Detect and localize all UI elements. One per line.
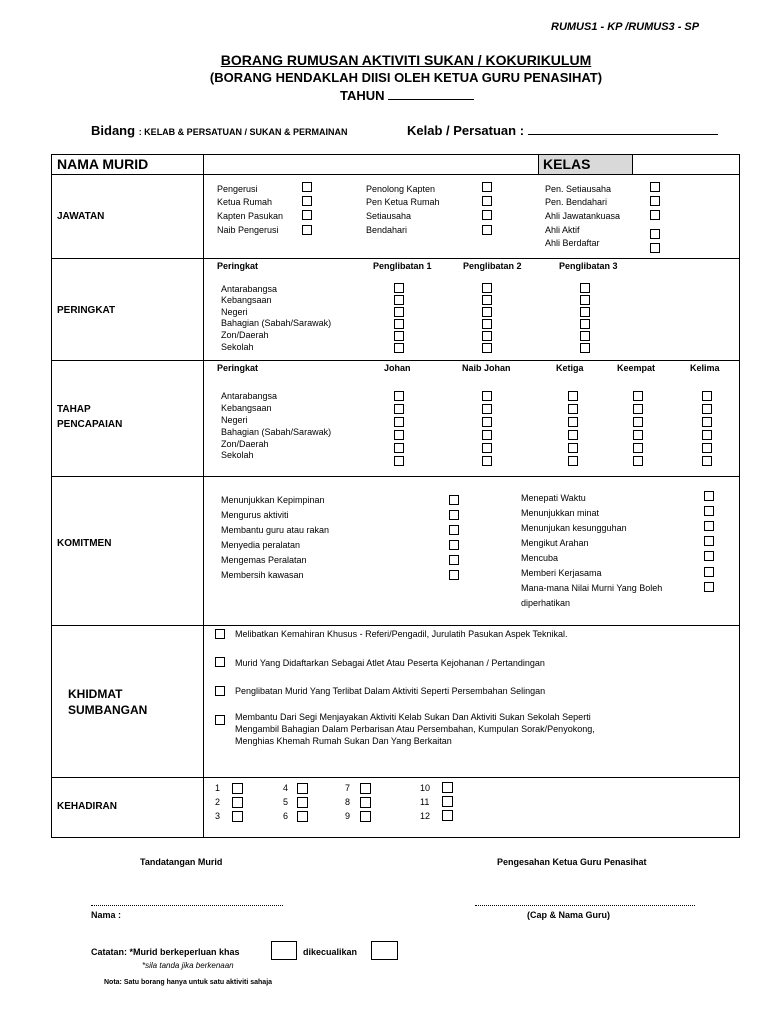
komitmen-item: diperhatikan <box>521 598 571 608</box>
table-divider <box>51 476 740 477</box>
cap-label: (Cap & Nama Guru) <box>527 910 611 920</box>
penglibatan-3-checkbox[interactable] <box>580 319 590 329</box>
khidmat-label-1: KHIDMAT <box>68 687 123 701</box>
penglibatan-1-checkbox[interactable] <box>394 295 404 305</box>
sila-note: *sila tanda jika berkenaan <box>142 961 234 970</box>
penglibatan-1-checkbox[interactable] <box>394 283 404 293</box>
attendance-number: 7 <box>345 783 351 793</box>
attendance-number: 6 <box>283 811 289 821</box>
komitmen-item: Mana-mana Nilai Murni Yang Boleh <box>521 583 663 593</box>
keempat-checkbox[interactable] <box>633 417 643 427</box>
table-border <box>739 154 740 838</box>
jawatan-option: Pen. Setiausaha <box>545 184 612 194</box>
komitmen-checkbox[interactable] <box>704 582 714 592</box>
jawatan-option: Naib Pengerusi <box>217 225 279 235</box>
penglibatan-3-checkbox[interactable] <box>580 307 590 317</box>
jawatan-option: Ketua Rumah <box>217 197 273 207</box>
penglibatan-2-checkbox[interactable] <box>482 343 492 353</box>
jawatan-checkbox[interactable] <box>650 243 660 253</box>
level-label: Bahagian (Sabah/Sarawak) <box>221 318 332 328</box>
penglibatan-2-checkbox[interactable] <box>482 331 492 341</box>
komitmen-checkbox[interactable] <box>704 536 714 546</box>
pencapaian-label-2: PENCAPAIAN <box>57 419 123 430</box>
komitmen-checkbox[interactable] <box>704 551 714 561</box>
komitmen-item: Mengikut Arahan <box>521 538 589 548</box>
keempat-checkbox[interactable] <box>633 391 643 401</box>
kelima-header: Kelima <box>690 363 720 373</box>
attendance-number: 10 <box>420 783 431 793</box>
student-signature-label: Tandatangan Murid <box>140 857 223 867</box>
komitmen-checkbox[interactable] <box>704 521 714 531</box>
komitmen-item: Membantu guru atau rakan <box>221 525 330 535</box>
attendance-number: 5 <box>283 797 289 807</box>
jawatan-checkbox[interactable] <box>482 196 492 206</box>
table-divider <box>51 258 740 259</box>
kelima-checkbox[interactable] <box>702 456 712 466</box>
attendance-checkbox[interactable] <box>442 796 453 807</box>
ketiga-header: Ketiga <box>556 363 584 373</box>
khidmat-item: Murid Yang Didaftarkan Sebagai Atlet Atau Peserta Kejohanan / Pertandingan <box>235 658 545 668</box>
komitmen-item: Menunjukkan Kepimpinan <box>221 495 325 505</box>
jawatan-checkbox[interactable] <box>302 210 312 220</box>
ketiga-checkbox[interactable] <box>568 404 578 414</box>
khidmat-checkbox[interactable] <box>215 715 225 725</box>
attendance-checkbox[interactable] <box>297 783 308 794</box>
teacher-approval-label: Pengesahan Ketua Guru Penasihat <box>497 857 647 867</box>
student-signature-line[interactable] <box>91 905 283 906</box>
komitmen-item: Menunjukkan minat <box>521 508 600 518</box>
jawatan-option: Kapten Pasukan <box>217 211 284 221</box>
jawatan-option: Ahli Jawatankuasa <box>545 211 621 221</box>
bidang-value: : KELAB & PERSATUAN / SUKAN & PERMAINAN <box>138 127 348 137</box>
teacher-signature-line[interactable] <box>475 905 695 906</box>
nama-murid-input[interactable] <box>205 156 537 173</box>
jawatan-checkbox[interactable] <box>650 196 660 206</box>
naib-johan-checkbox[interactable] <box>482 417 492 427</box>
peringkat-col-header: Peringkat <box>217 261 259 271</box>
level-label: Antarabangsa <box>221 284 278 294</box>
komitmen-checkbox[interactable] <box>704 567 714 577</box>
penglibatan-2-checkbox[interactable] <box>482 283 492 293</box>
kelima-checkbox[interactable] <box>702 430 712 440</box>
penglibatan-1-checkbox[interactable] <box>394 307 404 317</box>
level-label: Sekolah <box>221 450 254 460</box>
keempat-header: Keempat <box>617 363 656 373</box>
nama-label: Nama : <box>91 910 122 920</box>
attendance-number: 11 <box>420 797 430 807</box>
table-divider <box>632 154 633 175</box>
attendance-number: 9 <box>345 811 351 821</box>
jawatan-checkbox[interactable] <box>302 225 312 235</box>
dikecualikan-label: dikecualikan <box>303 947 358 957</box>
attendance-number: 8 <box>345 797 351 807</box>
jawatan-checkbox[interactable] <box>650 210 660 220</box>
jawatan-option: Pen. Bendahari <box>545 197 608 207</box>
level-label: Bahagian (Sabah/Sarawak) <box>221 427 332 437</box>
ketiga-checkbox[interactable] <box>568 391 578 401</box>
attendance-checkbox[interactable] <box>360 783 371 794</box>
pencapaian-col-header: Peringkat <box>217 363 259 373</box>
penglibatan-1-checkbox[interactable] <box>394 343 404 353</box>
komitmen-item: Membersih kawasan <box>221 570 304 580</box>
kelas-header: KELAS <box>543 156 591 172</box>
khidmat-label-2: SUMBANGAN <box>68 703 148 717</box>
khidmat-item: Membantu Dari Segi Menjayakan Aktiviti Kelab Sukan Dan Aktiviti Sukan Sekolah Seperti <box>235 712 591 722</box>
kelima-checkbox[interactable] <box>702 391 712 401</box>
year-label: TAHUN <box>340 88 385 103</box>
attendance-checkbox[interactable] <box>232 811 243 822</box>
table-divider <box>51 360 740 361</box>
kelima-checkbox[interactable] <box>702 443 712 453</box>
johan-checkbox[interactable] <box>394 391 404 401</box>
johan-checkbox[interactable] <box>394 404 404 414</box>
level-label: Antarabangsa <box>221 391 278 401</box>
khidmat-item: Melibatkan Kemahiran Khusus - Referi/Pengadil, Jurulatih Pasukan Aspek Teknikal. <box>235 629 568 639</box>
penglibatan-1-header: Penglibatan 1 <box>373 261 432 271</box>
ketiga-checkbox[interactable] <box>568 456 578 466</box>
jawatan-label: JAWATAN <box>57 211 105 222</box>
peringkat-label: PERINGKAT <box>57 305 116 316</box>
komitmen-item: Menepati Waktu <box>521 493 586 503</box>
attendance-number: 3 <box>215 811 221 821</box>
level-label: Zon/Daerah <box>221 330 269 340</box>
level-label: Zon/Daerah <box>221 439 269 449</box>
bidang-row <box>91 123 348 138</box>
penglibatan-2-checkbox[interactable] <box>482 295 492 305</box>
table-divider <box>538 154 539 175</box>
nota: Nota: Satu borang hanya untuk satu aktiviti sahaja <box>104 979 273 986</box>
penglibatan-3-checkbox[interactable] <box>580 331 590 341</box>
jawatan-checkbox[interactable] <box>650 229 660 239</box>
level-label: Sekolah <box>221 342 254 352</box>
komitmen-label: KOMITMEN <box>57 538 112 549</box>
jawatan-option: Pen Ketua Rumah <box>366 197 440 207</box>
kelab-field[interactable] <box>407 123 718 138</box>
jawatan-option: Bendahari <box>366 225 408 235</box>
penglibatan-2-header: Penglibatan 2 <box>463 261 522 271</box>
level-label: Negeri <box>221 307 248 317</box>
keempat-checkbox[interactable] <box>633 430 643 440</box>
pencapaian-label-1: TAHAP <box>57 404 91 415</box>
khidmat-checkbox[interactable] <box>215 629 225 639</box>
penglibatan-3-checkbox[interactable] <box>580 283 590 293</box>
jawatan-option: Ahli Berdaftar <box>545 238 600 248</box>
form-code: RUMUS1 - KP /RUMUS3 - SP <box>551 21 700 33</box>
table-divider <box>51 777 740 778</box>
ketiga-checkbox[interactable] <box>568 443 578 453</box>
jawatan-option: Penolong Kapten <box>366 184 436 194</box>
bidang-label: Bidang <box>91 123 136 138</box>
ketiga-checkbox[interactable] <box>568 430 578 440</box>
naib-johan-checkbox[interactable] <box>482 404 492 414</box>
jawatan-option: Ahli Aktif <box>545 225 580 235</box>
jawatan-checkbox[interactable] <box>302 182 312 192</box>
attendance-checkbox[interactable] <box>360 797 371 808</box>
penglibatan-3-checkbox[interactable] <box>580 343 590 353</box>
penglibatan-3-header: Penglibatan 3 <box>559 261 618 271</box>
attendance-number: 4 <box>283 783 289 793</box>
attendance-checkbox[interactable] <box>360 811 371 822</box>
level-label: Negeri <box>221 415 248 425</box>
level-label: Kebangsaan <box>221 295 272 305</box>
table-divider <box>51 174 740 175</box>
penglibatan-1-checkbox[interactable] <box>394 331 404 341</box>
komitmen-checkbox[interactable] <box>449 540 459 550</box>
attendance-checkbox[interactable] <box>232 783 243 794</box>
ketiga-checkbox[interactable] <box>568 417 578 427</box>
khidmat-item-cont: Mengambil Bahagian Dalam Perbarisan Atau Persembahan, Kumpulan Sorak/Penyokong, <box>235 724 595 734</box>
komitmen-checkbox[interactable] <box>449 495 459 505</box>
special-needs-checkbox[interactable] <box>271 941 297 960</box>
keempat-checkbox[interactable] <box>633 404 643 414</box>
attendance-checkbox[interactable] <box>297 797 308 808</box>
table-border <box>51 837 740 838</box>
attendance-number: 12 <box>420 811 431 821</box>
nama-murid-header: NAMA MURID <box>57 156 149 172</box>
penglibatan-1-checkbox[interactable] <box>394 319 404 329</box>
khidmat-item-cont: Menghias Khemah Rumah Sukan Dan Yang Berkaitan <box>235 736 452 746</box>
jawatan-checkbox[interactable] <box>482 182 492 192</box>
attendance-number: 2 <box>215 797 221 807</box>
attendance-checkbox[interactable] <box>297 811 308 822</box>
year-field[interactable] <box>340 88 474 103</box>
penglibatan-3-checkbox[interactable] <box>580 295 590 305</box>
level-label: Kebangsaan <box>221 403 272 413</box>
johan-header: Johan <box>384 363 411 373</box>
page-subtitle: (BORANG HENDAKLAH DIISI OLEH KETUA GURU PENASIHAT) <box>209 70 603 85</box>
komitmen-item: Memberi Kerjasama <box>521 568 602 578</box>
johan-checkbox[interactable] <box>394 430 404 440</box>
naib-johan-header: Naib Johan <box>462 363 511 373</box>
keempat-checkbox[interactable] <box>633 443 643 453</box>
catatan-label: Catatan: *Murid berkeperluan khas <box>91 947 240 957</box>
table-divider <box>51 625 740 626</box>
table-divider <box>203 154 204 838</box>
kelab-input-line[interactable] <box>528 134 718 135</box>
johan-checkbox[interactable] <box>394 443 404 453</box>
johan-checkbox[interactable] <box>394 417 404 427</box>
attendance-checkbox[interactable] <box>442 782 453 793</box>
exempted-checkbox[interactable] <box>371 941 398 960</box>
khidmat-item: Penglibatan Murid Yang Terlibat Dalam Aktiviti Seperti Persembahan Selingan <box>235 686 546 696</box>
jawatan-option: Pengerusi <box>217 184 258 194</box>
komitmen-checkbox[interactable] <box>449 555 459 565</box>
page-title: BORANG RUMUSAN AKTIVITI SUKAN / KOKURIKULUM <box>220 52 592 68</box>
komitmen-item: Mencuba <box>521 553 559 563</box>
jawatan-checkbox[interactable] <box>482 225 492 235</box>
komitmen-item: Mengemas Peralatan <box>221 555 307 565</box>
khidmat-checkbox[interactable] <box>215 686 225 696</box>
penglibatan-2-checkbox[interactable] <box>482 319 492 329</box>
kehadiran-label: KEHADIRAN <box>57 801 117 812</box>
naib-johan-checkbox[interactable] <box>482 430 492 440</box>
year-input-line[interactable] <box>388 99 474 100</box>
jawatan-checkbox[interactable] <box>302 196 312 206</box>
table-border <box>51 154 52 838</box>
komitmen-checkbox[interactable] <box>449 510 459 520</box>
keempat-checkbox[interactable] <box>633 456 643 466</box>
khidmat-checkbox[interactable] <box>215 657 225 667</box>
jawatan-checkbox[interactable] <box>650 182 660 192</box>
komitmen-checkbox[interactable] <box>704 491 714 501</box>
naib-johan-checkbox[interactable] <box>482 443 492 453</box>
kelima-checkbox[interactable] <box>702 417 712 427</box>
komitmen-checkbox[interactable] <box>704 506 714 516</box>
kelima-checkbox[interactable] <box>702 404 712 414</box>
attendance-checkbox[interactable] <box>442 810 453 821</box>
kelas-input[interactable] <box>634 156 738 173</box>
attendance-checkbox[interactable] <box>232 797 243 808</box>
komitmen-checkbox[interactable] <box>449 525 459 535</box>
table-border <box>51 154 740 155</box>
naib-johan-checkbox[interactable] <box>482 456 492 466</box>
komitmen-item: Mengurus aktiviti <box>221 510 289 520</box>
jawatan-checkbox[interactable] <box>482 210 492 220</box>
attendance-number: 1 <box>215 783 221 793</box>
komitmen-checkbox[interactable] <box>449 570 459 580</box>
johan-checkbox[interactable] <box>394 456 404 466</box>
komitmen-item: Menunjukan kesungguhan <box>521 523 627 533</box>
penglibatan-2-checkbox[interactable] <box>482 307 492 317</box>
jawatan-option: Setiausaha <box>366 211 412 221</box>
komitmen-item: Menyedia peralatan <box>221 540 301 550</box>
kelab-label: Kelab / Persatuan : <box>407 123 525 138</box>
naib-johan-checkbox[interactable] <box>482 391 492 401</box>
